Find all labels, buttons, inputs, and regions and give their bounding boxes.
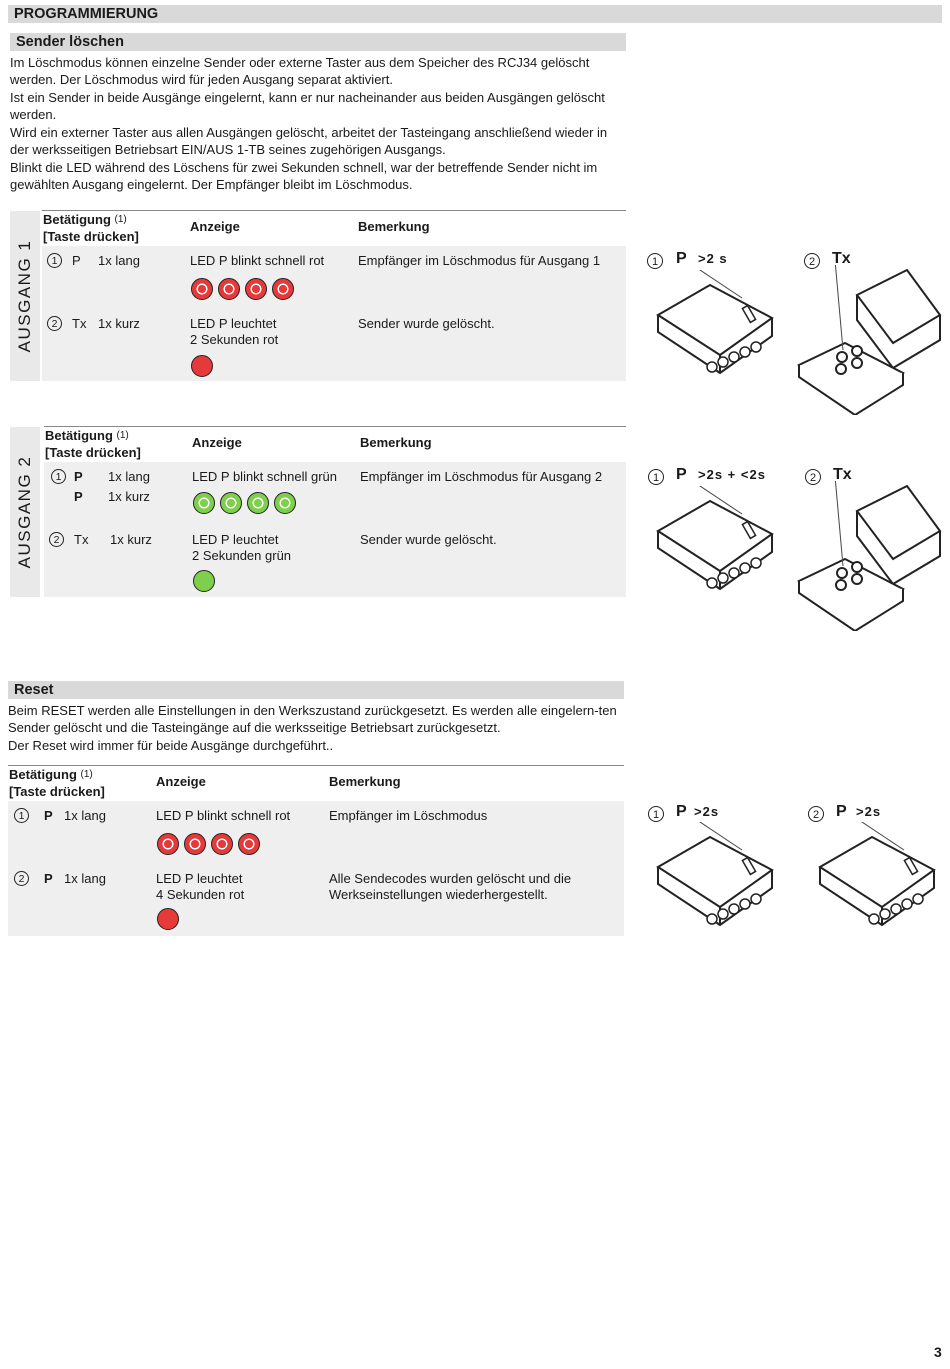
illustration-step-key: P (676, 803, 687, 820)
page-title: PROGRAMMIERUNG (8, 5, 942, 23)
led-solid-red-icon (191, 355, 213, 377)
header-bemerkung: Bemerkung (358, 219, 430, 234)
header-betaetigung-text: Betätigung (9, 767, 77, 782)
anzeige: LED P blinkt schnell grün (192, 469, 338, 484)
action: 1x kurz (98, 316, 140, 331)
illustration-step-key: P (836, 803, 847, 820)
action: 1x lang (64, 808, 106, 823)
bemerkung: Sender wurde gelöscht. (360, 532, 497, 547)
step-number: 1 (51, 469, 66, 484)
led-blink-red-icon (191, 278, 213, 300)
bemerkung: Empfänger im Löschmodus (329, 808, 488, 823)
reset-text (8, 703, 628, 757)
led-blink-green-icon (247, 492, 269, 514)
receiver-device-icon (812, 822, 942, 937)
led-blink-red-icon (157, 833, 179, 855)
receiver-device-icon (650, 486, 780, 601)
page-number: 3 (934, 1344, 942, 1360)
header-bemerkung: Bemerkung (329, 774, 401, 789)
led-blink-green-icon (274, 492, 296, 514)
led-blink-red-icon (211, 833, 233, 855)
ausgang1-label-text: AUSGANG 1 (15, 239, 34, 353)
footnote-marker: (1) (80, 769, 93, 780)
illustration-step-number: 2 (805, 469, 821, 485)
anzeige: LED P blinkt schnell rot (156, 808, 291, 823)
anzeige-line-1: LED P leuchtet (192, 532, 279, 547)
led-solid-green-icon (193, 570, 215, 592)
paragraph: Blinkt die LED während des Löschens für zwei Sekunden schnell, war der betreffende Sender nicht im gewählten Ausgang eingelernt. Der Empfänger bleibt im Löschmodus. (10, 160, 598, 192)
led-blink-green-icon (220, 492, 242, 514)
bemerkung-line-2: Werkseinstellungen wiederhergestellt. (329, 887, 548, 902)
led-blink-red-icon (238, 833, 260, 855)
illustration-step-time: >2 s (698, 251, 728, 266)
header-anzeige: Anzeige (192, 435, 242, 450)
key: P (44, 871, 53, 886)
step-number: 2 (49, 532, 64, 547)
key: Tx (74, 532, 89, 547)
anzeige: LED P blinkt schnell rot (190, 253, 325, 268)
illustration-step-number: 1 (647, 253, 663, 269)
bemerkung: Empfänger im Löschmodus für Ausgang 2 (360, 469, 603, 484)
led-blink-green-icon (193, 492, 215, 514)
sender-loeschen-text (10, 55, 628, 195)
receiver-and-remote-icon (795, 265, 945, 415)
illustration-step-time: >2s (694, 804, 720, 819)
illustration-step-number: 1 (648, 806, 664, 822)
paragraph: Im Löschmodus können einzelne Sender oder externe Taster aus dem Speicher des RCJ34 gelöscht werden. Der Löschmodus wird für jeden Ausgang separat aktiviert. (10, 55, 590, 87)
anzeige-line-2: 4 Sekunden rot (156, 887, 245, 902)
bemerkung: Sender wurde gelöscht. (358, 316, 495, 331)
led-blink-red-icon (245, 278, 267, 300)
footnote-marker: (1) (114, 214, 127, 225)
illustration-step-time: >2s (856, 804, 882, 819)
section-heading-reset: Reset (8, 681, 624, 699)
illustration-step-number: 2 (808, 806, 824, 822)
paragraph: Der Reset wird immer für beide Ausgänge durchgeführt.. (8, 738, 334, 753)
header-bemerkung: Bemerkung (360, 435, 432, 450)
anzeige-line-1: LED P leuchtet (190, 316, 277, 331)
illustration-step-key: Tx (833, 466, 852, 483)
paragraph: Wird ein externer Taster aus allen Ausgängen gelöscht, arbeitet der Tasteingang anschließend wieder in der werksseitigen Betriebsart EIN/AUS 1-TB seines zugehörigen Ausgangs. (10, 125, 608, 157)
receiver-device-icon (650, 270, 780, 385)
illustration-step-number: 2 (804, 253, 820, 269)
action: 1x lang (64, 871, 106, 886)
led-solid-red-icon (157, 908, 179, 930)
illustration-step-time: >2s + <2s (698, 467, 766, 482)
illustration-step-key: P (676, 250, 687, 267)
illustration-step-number: 1 (648, 469, 664, 485)
header-betaetigung-text: Betätigung (43, 212, 111, 227)
action: 1x lang (98, 253, 140, 268)
divider (44, 426, 626, 427)
key: Tx (72, 316, 87, 331)
ausgang1-label (10, 211, 40, 381)
action: 1x kurz (110, 532, 152, 547)
paragraph: Ist ein Sender in beide Ausgänge eingelernt, kann er nur nacheinander aus beiden Ausgängen gelöscht werden. (10, 90, 605, 122)
led-blink-red-icon (218, 278, 240, 300)
key: P (74, 469, 83, 484)
anzeige-line-2: 2 Sekunden rot (190, 332, 279, 347)
divider (42, 210, 626, 211)
bemerkung: Empfänger im Löschmodus für Ausgang 1 (358, 253, 601, 268)
divider (8, 765, 624, 766)
ausgang2-label-text: AUSGANG 2 (15, 455, 34, 569)
anzeige-line-1: LED P leuchtet (156, 871, 243, 886)
receiver-device-icon (650, 822, 780, 937)
header-betaetigung (9, 767, 93, 783)
step-number: 2 (14, 871, 29, 886)
header-betaetigung (43, 212, 127, 228)
header-betaetigung (45, 428, 129, 444)
receiver-and-remote-icon (795, 481, 945, 631)
header-taste: [Taste drücken] (45, 445, 141, 460)
illustration-step-key: Tx (832, 250, 851, 267)
step-number: 2 (47, 316, 62, 331)
header-anzeige: Anzeige (190, 219, 240, 234)
header-anzeige: Anzeige (156, 774, 206, 789)
paragraph: Beim RESET werden alle Einstellungen in den Werkszustand zurückgesetzt. Es werden alle eingelern-ten Sender gelöscht und die Tasteingänge auf die werksseitige Betriebsart zurückgesetzt. (8, 703, 617, 735)
key: P (74, 489, 83, 504)
step-number: 1 (47, 253, 62, 268)
led-blink-red-icon (272, 278, 294, 300)
bemerkung-line-1: Alle Sendecodes wurden gelöscht und die (329, 871, 572, 886)
section-heading-sender-loeschen: Sender löschen (10, 33, 626, 51)
key: P (72, 253, 81, 268)
step-number: 1 (14, 808, 29, 823)
action: 1x kurz (108, 489, 150, 504)
action: 1x lang (108, 469, 150, 484)
footnote-marker: (1) (116, 430, 129, 441)
key: P (44, 808, 53, 823)
ausgang2-label (10, 427, 40, 597)
led-blink-red-icon (184, 833, 206, 855)
illustration-step-key: P (676, 466, 687, 483)
header-betaetigung-text: Betätigung (45, 428, 113, 443)
anzeige-line-2: 2 Sekunden grün (192, 548, 292, 563)
header-taste: [Taste drücken] (9, 784, 105, 799)
header-taste: [Taste drücken] (43, 229, 139, 244)
